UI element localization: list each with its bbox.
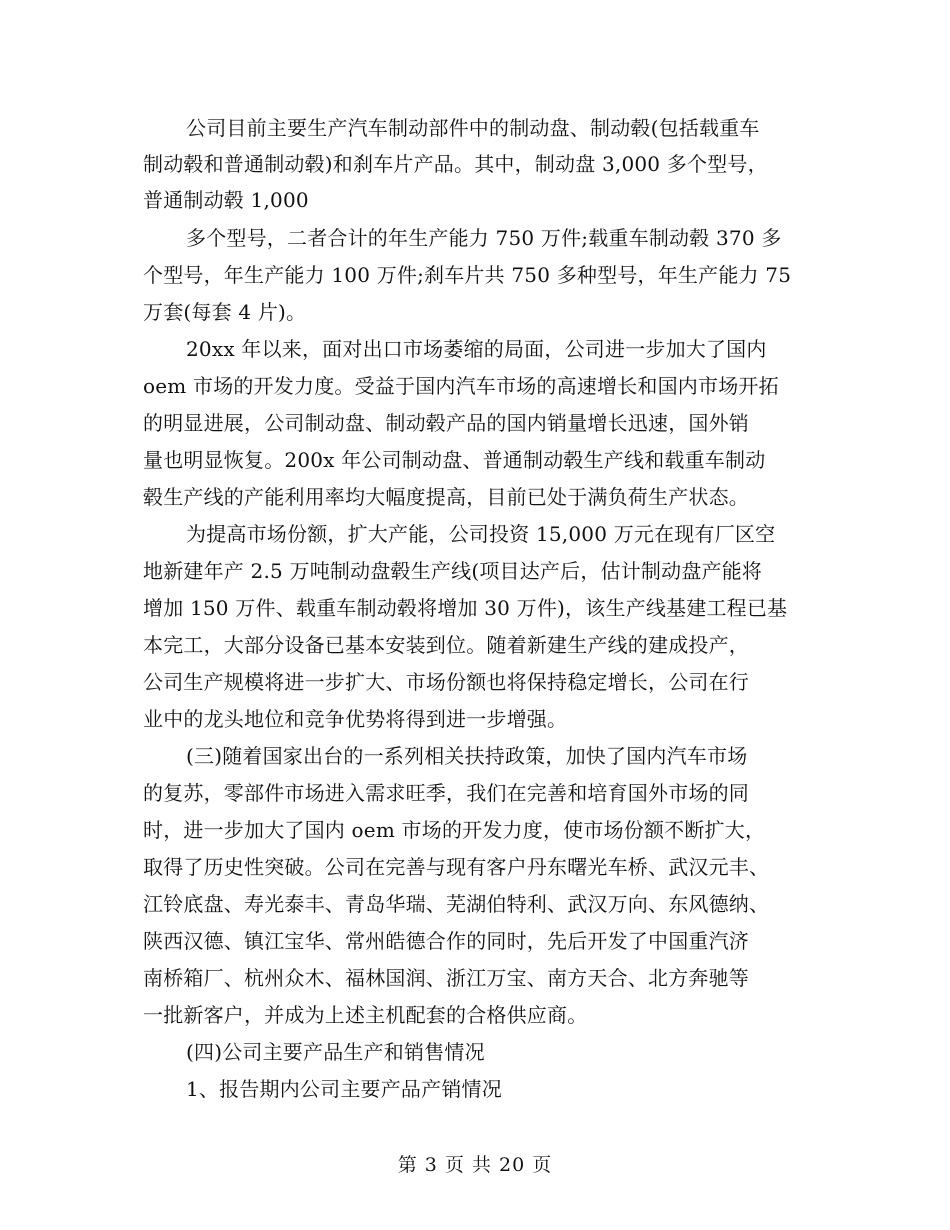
text-line: 取得了历史性突破。公司在完善与现有客户丹东曙光车桥、武汉元丰、: [143, 855, 770, 879]
text-line: 时，进一步加大了国内 oem 市场的开发力度，使市场份额不断扩大，: [143, 818, 766, 842]
text-line: 普通制动毂 1,000: [143, 188, 309, 212]
text-line: 公司生产规模将进一步扩大、市场份额也将保持稳定增长，公司在行: [143, 670, 749, 694]
text-line: 多个型号，二者合计的年生产能力 750 万件;载重车制动毂 370 多: [186, 226, 782, 250]
subsection-heading: 1、报告期内公司主要产品产销情况: [186, 1077, 502, 1101]
text-line: 毂生产线的产能利用率均大幅度提高，目前已处于满负荷生产状态。: [143, 485, 749, 509]
page-number-footer: 第 3 页 共 20 页: [397, 1154, 553, 1176]
text-line: 南桥箱厂、杭州众木、福林国润、浙江万宝、南方天合、北方奔驰等: [143, 966, 749, 990]
text-line: 20xx 年以来，面对出口市场萎缩的局面，公司进一步加大了国内: [186, 337, 767, 361]
text-line: 量也明显恢复。200x 年公司制动盘、普通制动毂生产线和载重车制动: [143, 448, 766, 472]
text-line: 地新建年产 2.5 万吨制动盘毂生产线(项目达产后，估计制动盘产能将: [143, 559, 763, 583]
text-line: (三)随着国家出台的一系列相关扶持政策，加快了国内汽车市场: [186, 744, 748, 768]
text-line: 陕西汉德、镇江宝华、常州皓德合作的同时，先后开发了中国重汽济: [143, 929, 749, 953]
text-line: 增加 150 万件、载重车制动毂将增加 30 万件)，该生产线基建工程已基: [143, 596, 788, 620]
text-line: 业中的龙头地位和竞争优势将得到进一步增强。: [143, 707, 568, 731]
text-line: 为提高市场份额，扩大产能，公司投资 15,000 万元在现有厂区空: [186, 522, 776, 546]
text-line: 公司目前主要生产汽车制动部件中的制动盘、制动毂(包括载重车: [186, 116, 760, 140]
text-line: 万套(每套 4 片)。: [143, 300, 307, 324]
text-line: 个型号，年生产能力 100 万件;刹车片共 750 多种型号，年生产能力 75: [143, 263, 792, 287]
text-line: 江铃底盘、寿光泰丰、青岛华瑞、芜湖伯特利、武汉万向、东风德纳、: [143, 892, 770, 916]
text-line: 本完工，大部分设备已基本安装到位。随着新建生产线的建成投产，: [143, 633, 749, 657]
text-line: 的明显进展，公司制动盘、制动毂产品的国内销量增长迅速，国外销: [143, 411, 749, 435]
text-line: oem 市场的开发力度。受益于国内汽车市场的高速增长和国内市场开拓: [143, 374, 779, 398]
text-line: 的复苏，零部件市场进入需求旺季，我们在完善和培育国外市场的同: [143, 781, 749, 805]
text-line: 制动毂和普通制动毂)和刹车片产品。其中，制动盘 3,000 多个型号，: [143, 152, 768, 176]
section-heading: (四)公司主要产品生产和销售情况: [186, 1040, 485, 1064]
text-line: 一批新客户，并成为上述主机配套的合格供应商。: [143, 1003, 588, 1027]
